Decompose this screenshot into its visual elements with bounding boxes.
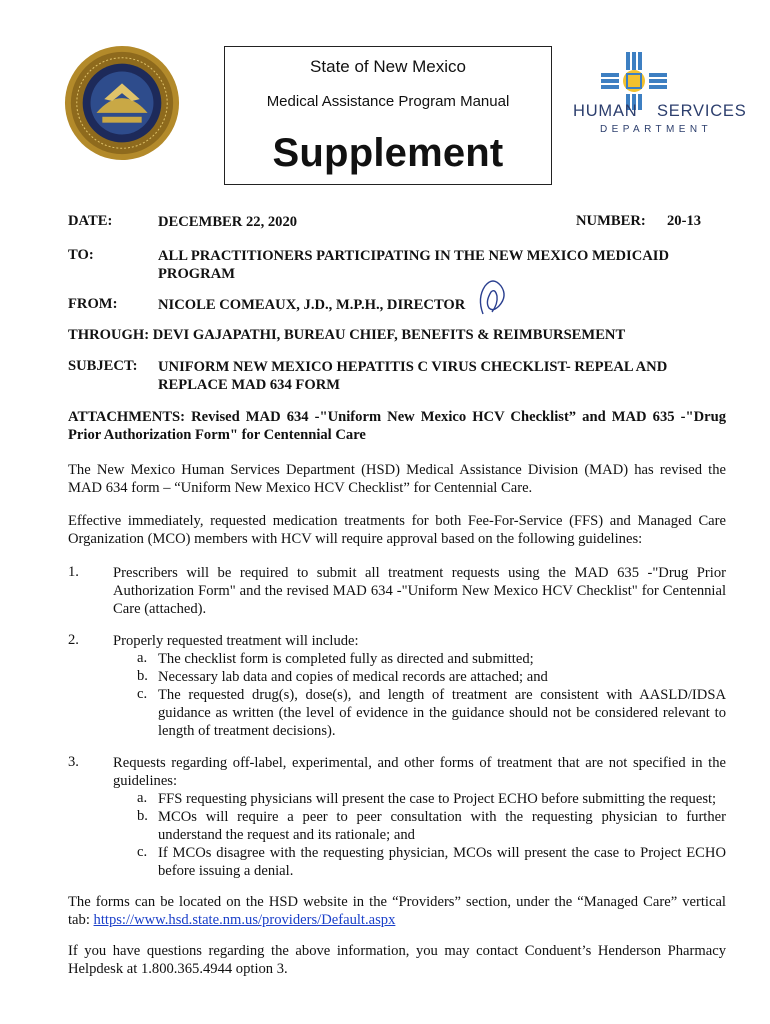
number-value: 20-13	[667, 213, 702, 229]
from-value: NICOLE COMEAUX, J.D., M.P.H., DIRECTOR	[158, 297, 466, 313]
logo-text-human: HUMAN	[573, 102, 638, 120]
sub-item: MCOs will require a peer to peer consultation with the requesting physician to further understand the request and its rationale; and	[158, 809, 726, 843]
number-label: NUMBER:	[576, 213, 646, 229]
sub-marker: a.	[137, 650, 148, 666]
date-value: DECEMBER 22, 2020	[158, 214, 298, 230]
date-label: DATE:	[68, 213, 113, 229]
guidelines-paragraph: Effective immediately, requested medication treatments for both Fee-For-Service (FFS) and Managed Care Organization (MCO) members with HCV will require approval based on the following guidelines:	[68, 513, 726, 547]
sub-item: The requested drug(s), dose(s), and length of treatment are consistent with AASLD/IDSA guidance as written (the level of evidence in the guidance should not be considered relevant to length of treatment decisions).	[158, 687, 726, 739]
list-item: Prescribers will be required to submit all treatment requests using the MAD 635 -"Drug Prior Authorization Form" and the revised MAD 634 -"Uniform New Mexico HCV Checklist" for Centennial Care (attached).	[113, 565, 726, 617]
list-number: 2.	[68, 632, 79, 648]
attachments-line: ATTACHMENTS: Revised MAD 634 -"Uniform New Mexico HCV Checklist” and MAD 635 -"Drug Prior Authorization Form" for Centennial Care	[68, 409, 726, 443]
from-label: FROM:	[68, 296, 118, 312]
title-state: State of New Mexico	[310, 57, 466, 76]
forms-location-text: The forms can be located on the HSD website in the “Providers” section, under the “Managed Care” vertical tab:	[68, 894, 726, 928]
to-label: TO:	[68, 247, 94, 263]
subject-label: SUBJECT:	[68, 358, 138, 374]
title-supplement: Supplement	[272, 131, 504, 175]
sub-marker: b.	[137, 668, 148, 684]
through-line: THROUGH: DEVI GAJAPATHI, BUREAU CHIEF, BENEFITS & REIMBURSEMENT	[68, 327, 626, 343]
title-box	[224, 46, 552, 185]
logo-text-services: SERVICES	[657, 102, 747, 120]
state-seal-icon	[63, 44, 181, 162]
sub-item: If MCOs disagree with the requesting physician, MCOs will present the case to Project ECHO before issuing a denial.	[158, 845, 726, 879]
intro-paragraph: The New Mexico Human Services Department (HSD) Medical Assistance Division (MAD) has revised the MAD 634 form – “Uniform New Mexico HCV Checklist” for Centennial Care.	[68, 462, 726, 496]
list-number: 1.	[68, 564, 79, 580]
sub-marker: b.	[137, 808, 148, 824]
sub-marker: c.	[137, 686, 148, 702]
sub-item: Necessary lab data and copies of medical records are attached; and	[158, 669, 548, 685]
logo-text-department: DEPARTMENT	[600, 124, 712, 135]
sub-item: FFS requesting physicians will present the case to Project ECHO before submitting the request;	[158, 791, 717, 807]
to-value: ALL PRACTITIONERS PARTICIPATING IN THE NEW MEXICO MEDICAID PROGRAM	[158, 248, 670, 282]
title-manual: Medical Assistance Program Manual	[266, 93, 510, 110]
forms-location-paragraph	[68, 893, 726, 929]
list-number: 3.	[68, 754, 79, 770]
list-item: Requests regarding off-label, experimental, and other forms of treatment that are not specified in the guidelines:	[113, 755, 726, 789]
sub-marker: a.	[137, 790, 148, 806]
sub-item: The checklist form is completed fully as directed and submitted;	[158, 651, 534, 667]
list-item: Properly requested treatment will include:	[113, 633, 359, 649]
contact-paragraph: If you have questions regarding the above information, you may contact Conduent’s Henderson Pharmacy Helpdesk at 1.800.365.4944 option 3.	[68, 943, 726, 977]
providers-link[interactable]: https://www.hsd.state.nm.us/providers/Default.aspx	[93, 912, 396, 928]
signature-icon	[475, 278, 509, 318]
sub-marker: c.	[137, 844, 148, 860]
subject-value: UNIFORM NEW MEXICO HEPATITIS C VIRUS CHECKLIST- REPEAL AND REPLACE MAD 634 FORM	[158, 359, 668, 393]
